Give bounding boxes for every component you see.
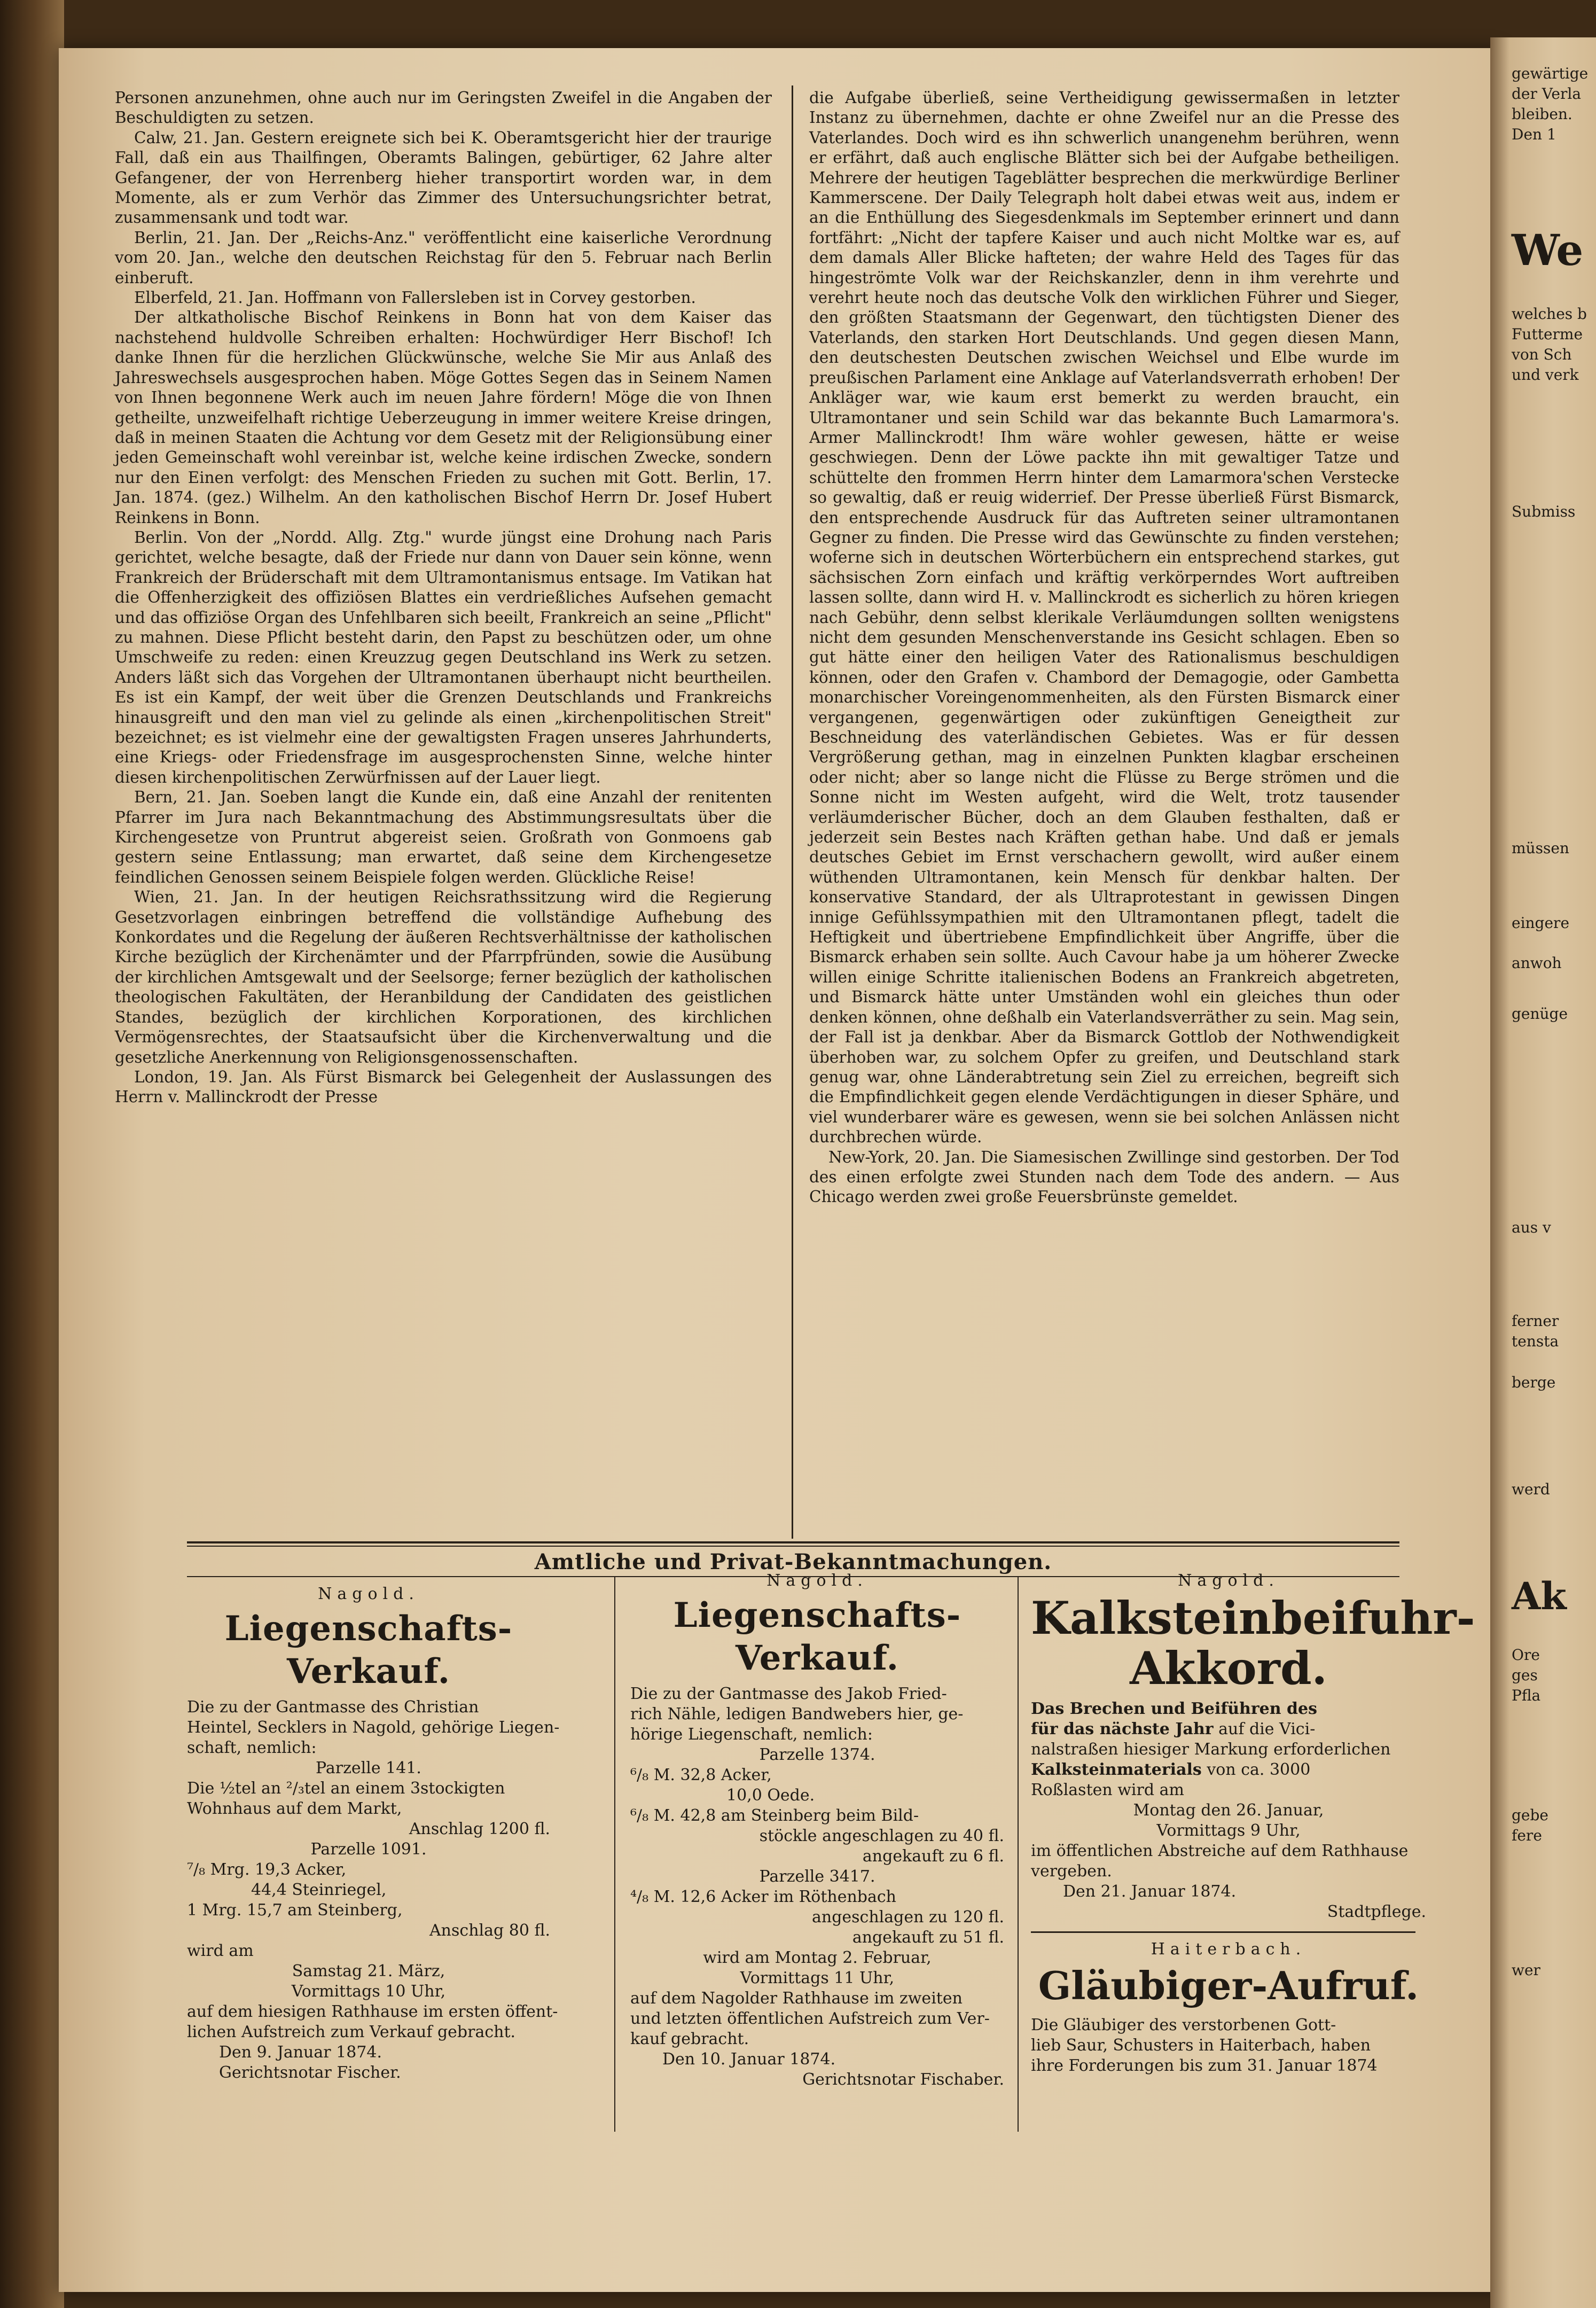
fragment: tensta: [1512, 1332, 1559, 1350]
ad-text: Wohnhaus auf dem Markt,: [187, 1799, 402, 1818]
paragraph: Der altkatholische Bischof Reinkens in Bonn hat von dem Kaiser das nachstehend huldvolle Schreiben erhalten: Hochwürdiger Herr Bischof! Ich danke Ihnen für die herzlichen Glückwünsche, welche Sie Mir aus Anlaß des Jahreswechsels ausgesprochen haben. Möge Gottes Segen das in Seinem Namen von Ihnen begonnene Werk auch im neuen Jahre fördern! Möge die von Ihnen getheilte, unzweifelhaft richtige Ueberzeugung in immer weitere Kreise dringen, daß in meinen Staaten die Achtung vor dem Gesetz mit der Religionsübung einer jeden Gemeinschaft wohl vereinbar ist, welche keine irdischen Zwecke, sondern nur den Einen verfolgt: des Menschen Frieden zu suchen mit Gott. Berlin, 17. Jan. 1874. (gez.) Wilhelm. An den katholischen Bischof Herrn Dr. Josef Hubert Reinkens in Bonn.: [115, 308, 772, 527]
ad-text: Die zu der Gantmasse des Jakob Fried-: [630, 1685, 947, 1703]
ad-text: rich Nähle, ledigen Bandwebers hier, ge-: [630, 1705, 964, 1724]
ad-text: auf dem hiesigen Rathhause im ersten öffent-: [187, 2002, 558, 2021]
ad-text: hörige Liegenschaft, nemlich:: [630, 1725, 873, 1744]
fragment: Futterme: [1512, 325, 1583, 343]
ad-text: nalstraßen hiesiger Markung erforderlichen: [1031, 1740, 1391, 1759]
ad-divider: [1018, 1576, 1019, 2132]
fragment: Den 1: [1512, 126, 1556, 143]
article-column-left: [115, 88, 772, 1108]
paragraph: New-York, 20. Jan. Die Siamesischen Zwillinge sind gestorben. Der Tod des einen erfolgte zwei Stunden nach dem Tode des andern. — Aus Chicago werden zwei große Feuersbrünste gemeldet.: [809, 1148, 1399, 1206]
ad-title: Gläubiger-Aufruf.: [1038, 1963, 1419, 2008]
ad-signature: Gerichtsnotar Fischaber.: [802, 2070, 1004, 2089]
fragment: ges: [1512, 1666, 1538, 1684]
ad-text: Montag den 26. Januar,: [1133, 1801, 1324, 1820]
ad-text: für das nächste Jahr: [1031, 1720, 1214, 1738]
paragraph: Berlin, 21. Jan. Der „Reichs-Anz." veröffentlicht eine kaiserliche Verordnung vom 20. Jan., welche den deutschen Reichstag für den 5. Februar nach Berlin einberuft.: [115, 228, 772, 287]
ad-divider: [614, 1576, 615, 2132]
ad-text: stöckle angeschlagen zu 40 fl.: [759, 1827, 1004, 1845]
fragment: anwoh: [1512, 954, 1562, 972]
ad-glaeubiger-aufruf: [1031, 1939, 1426, 2076]
fragment: berge: [1512, 1374, 1556, 1391]
ad-text: Vormittags 11 Uhr,: [740, 1969, 895, 1987]
ad-text: ihre Forderungen bis zum 31. Januar 1874: [1031, 2056, 1378, 2075]
adjacent-page-edge: [1490, 37, 1596, 2308]
paragraph: Wien, 21. Jan. In der heutigen Reichsrathssitzung wird die Regierung Gesetzvorlagen einbringen betreffend die vollständige Aufhebung des Konkordates und die Regelung der äußeren Rechtsverhältnisse der katholischen Kirche bezüglich der Kirchenämter und der Pfarrpfründen, sowie die Ausübung der kirchlichen Amtsgewalt und der Seelsorge; ferner bezüglich der katholischen theologischen Fakultäten, der Heranbildung der Candidaten des geistlichen Standes, bezüglich der kirchlichen Korporationen, des kirchlichen Vermögensrechtes, der Staatsaufsicht über die Kirchenverwaltung und die gesetzliche Anerkennung von Religionsgenossenschaften.: [115, 888, 772, 1066]
ad-text: Das Brechen und Beiführen des: [1031, 1699, 1317, 1718]
fragment: Pfla: [1512, 1687, 1541, 1704]
ad-text: wird am Montag 2. Februar,: [703, 1948, 932, 1967]
fragment: Ak: [1512, 1574, 1567, 1618]
ad-text: ⁷/₈ Mrg. 19,3 Acker,: [187, 1860, 347, 1879]
fragment: welches b: [1512, 305, 1587, 323]
ad-text: Vormittags 9 Uhr,: [1156, 1821, 1301, 1840]
ad-text: Kalksteinmaterials: [1031, 1760, 1202, 1779]
ad-price: Anschlag 80 fl.: [429, 1921, 550, 1940]
ad-text: ⁶/₈ M. 42,8 am Steinberg beim Bild-: [630, 1806, 919, 1825]
ad-text: vergeben.: [1031, 1862, 1112, 1881]
ad-liegenschaft-naehle: [630, 1571, 1004, 2090]
ad-place: Nagold.: [318, 1585, 419, 1603]
ad-parcel: Parzelle 1374.: [759, 1745, 875, 1764]
ad-rule: [1031, 1931, 1415, 1933]
column-divider: [792, 85, 793, 1539]
fragment: We: [1512, 225, 1584, 275]
paragraph: Berlin. Von der „Nordd. Allg. Ztg." wurde jüngst eine Drohung nach Paris gerichtet, welche besagte, daß der Friede nur dann von Dauer sein könne, wenn Frankreich der Brüderschaft mit dem Ultramontanismus entsage. Im Vatikan hat die Offenherzigkeit des offiziösen Blattes ein verdrießliches Aufsehen gemacht und das offiziöse Organ des Unfehlbaren sich beeilt, Frankreich an seine „Pflicht" zu mahnen. Diese Pflicht besteht darin, den Papst zu beschützen oder, um ohne Umschweife zu reden: einen Kreuzzug gegen Deutschland ins Werk zu setzen. Anders läßt sich das Vorgehen der Ultramontanen überhaupt nicht beurtheilen. Es ist ein Kampf, der weit über die Grenzen Deutschlands und Frankreichs hinausgreift und den man viel zu gelinde als einen „kirchenpolitischen Streit" bezeichnet; es ist vielmehr eine der gewaltigsten Fragen unseres Jahrhunderts, eine Kriegs- oder Friedensfrage im ausgesprochensten Sinne, welche hinter diesen kirchenpolitischen Zerwürfnissen auf der Lauer liegt.: [115, 528, 772, 786]
ad-price: Anschlag 1200 fl.: [409, 1820, 550, 1838]
ad-text: angeschlagen zu 120 fl.: [812, 1908, 1004, 1927]
ad-text: Roßlasten wird am: [1031, 1781, 1184, 1799]
ad-text: schaft, nemlich:: [187, 1738, 317, 1757]
fragment: genüge: [1512, 1005, 1568, 1023]
ad-parcel: Parzelle 1091.: [310, 1840, 427, 1859]
ad-text: Heintel, Secklers in Nagold, gehörige Liegen-: [187, 1718, 560, 1737]
paragraph: Elberfeld, 21. Jan. Hoffmann von Fallersleben ist in Corvey gestorben.: [134, 288, 696, 307]
ad-text: Samstag 21. März,: [292, 1962, 445, 1980]
ad-text: angekauft zu 51 fl.: [852, 1928, 1004, 1947]
ad-text: Die zu der Gantmasse des Christian: [187, 1698, 479, 1717]
ad-text: auf die Vici-: [1218, 1720, 1316, 1738]
ad-text: ⁶/₈ M. 32,8 Acker,: [630, 1766, 772, 1784]
book-binding: [0, 0, 64, 2308]
ad-place: Haiterbach.: [1151, 1940, 1306, 1959]
section-rule: [187, 1541, 1399, 1543]
ad-signature: Gerichtsnotar Fischer.: [219, 2063, 401, 2082]
fragment: von Sch: [1512, 346, 1572, 363]
fragment: werd: [1512, 1480, 1550, 1498]
fragment: eingere: [1512, 914, 1570, 932]
fragment: gewärtige: [1512, 65, 1589, 82]
ad-text: 1 Mrg. 15,7 am Steinberg,: [187, 1901, 403, 1920]
article-column-right: [809, 88, 1399, 1207]
ad-parcel: Parzelle 3417.: [759, 1867, 875, 1886]
fragment: der Verla: [1512, 85, 1582, 103]
ad-title: Liegenschafts-Verkauf.: [673, 1595, 961, 1678]
ad-place: Nagold.: [766, 1571, 868, 1590]
ad-text: lieb Saur, Schusters in Haiterbach, haben: [1031, 2036, 1371, 2055]
fragment: gebe: [1512, 1806, 1548, 1824]
fragment: aus v: [1512, 1219, 1551, 1236]
ad-title: Kalksteinbeifuhr-Akkord.: [1031, 1592, 1475, 1695]
ad-date: Den 10. Januar 1874.: [662, 2050, 836, 2069]
fragment: müssen: [1512, 839, 1569, 857]
announcements-heading: Amtliche und Privat-Bekanntmachungen.: [534, 1549, 1052, 1574]
ad-text: im öffentlichen Abstreiche auf dem Rathhause: [1031, 1842, 1409, 1860]
fragment: fere: [1512, 1827, 1542, 1844]
ad-text: 44,4 Steinriegel,: [251, 1881, 387, 1899]
fragment: bleiben.: [1512, 105, 1572, 123]
fragment: wer: [1512, 1961, 1540, 1979]
ad-text: und letzten öffentlichen Aufstreich zum Ver-: [630, 2009, 990, 2028]
ad-text: angekauft zu 6 fl.: [862, 1847, 1004, 1866]
ad-text: ⁴/₈ M. 12,6 Acker im Röthenbach: [630, 1888, 896, 1906]
fragment: ferner: [1512, 1312, 1559, 1330]
ad-text: lichen Aufstreich zum Verkauf gebracht.: [187, 2023, 516, 2041]
ad-text: Vormittags 10 Uhr,: [291, 1982, 446, 2001]
fragment: und verk: [1512, 366, 1579, 384]
paragraph: die Aufgabe überließ, seine Vertheidigung gewissermaßen in letzter Instanz zu übernehmen, dachte er ohne Zweifel nur an die Presse des Vaterlandes. Doch wird es ihn schwerlich unangenehm berühren, wenn er erfährt, daß auch englische Blätter sich bei der Aufgabe betheiligen. Mehrere der heutigen Tageblätter besprechen die merkwürdige Berliner Kammerscene. Der Daily Telegraph holt dabei etwas weit aus, indem er an die Enthüllung des Siegesdenkmals im September erinnert und dann fortfährt: „Nicht der tapfere Kaiser und auch nicht Moltke war es, auf dem damals Aller Blicke hafteten; der wahre Held des Tages für das hingeströmte Volk war der Reichskanzler, denn in ihm verehrte und verehrt heute noch das deutsche Volk den wirklichen Führer und Sieger, den größten Staatsmann der Gegenwart, den tüchtigsten Diener des Vaterlands, den starken Hort Deutschlands. Und gegen diesen Mann, den deutschesten Deutschen zwischen Weichsel und Elbe wurde im preußischen Parlament eine Anklage auf Vaterlandsverrath erhoben! Der Ankläger war, wie kaum erst bemerkt zu werden braucht, ein Ultramontaner und sein Schild war das bekannte Buch Lamarmora's. Armer Mallinckrodt! Ihm wäre wohler gewesen, hätte er weise geschwiegen. Denn der Löwe packte ihn mit gewaltiger Tatze und schüttelte den frommen Herrn hinter dem Lamarmora'schen Verstecke so gewaltig, daß er reuig widerrief. Der Presse überließ Fürst Bismarck, den entsprechende Ausdruck für das Auftreten seiner ultramontanen Gegner zu finden. Die Presse wird das Gewünschte zu finden verstehen; woferne sich in deutschen Wörterbüchern ein entsprechend starkes, gut sächsischen Zorn einfach und kräftig verkörperndes Wort auftreiben lassen sollte, dann wird H. v. Mallinckrodt es sicherlich zu hören kriegen nach Gebühr, denn selbst klerikale Verläumdungen sollten wenigstens nicht dem gesunden Menschenverstande ins Gesicht schlagen. Eben so gut hätte einer den heiligen Vater des Rationalismus beschuldigen können, oder den Grafen v. Chambord der Demagogie, oder Gambetta monarchischer Voreingenommenheiten, als den Fürsten Bismarck einer vergangenen, gegenwärtigen oder zukünftigen Geneigtheit zur Beschneidung des vaterländischen Gebietes. Was er für dessen Vergrößerung gethan, mag in einzelnen Punkten klagbar erscheinen oder nicht; aber so lange nicht die Flüsse zu Berge strömen und die Sonne nicht im Westen aufgeht, wird die Welt, trotz tausender verläumderischer Bücher, doch an dem Glauben festhalten, daß er jederzeit sein Bestes nach Kräften gethan habe. Und daß er jemals deutsches Gebiet im Ernst verschachern gewollt, wird außer einem wüthenden Ultramontanen, kein Mensch für denkbar halten. Der konservative Standard, der als Ultraprotestant in gewissen Dingen innige Gefühlssympathien mit den Ultramontanen pflegt, tadelt die Heftigkeit und übertriebene Empfindlichkeit über Angriffe, über die Bismarck erhaben sein sollte. Auch Cavour habe ja um höherer Zwecke willen einige Schritte italienischen Bodens an Frankreich abgetreten, und Bismarck hätte unter Umständen wohl ein gleiches thun oder denken können, ohne deßhalb ein Vaterlandsverräther zu sein. Mag sein, der Fall ist ja denkbar. Aber da Bismarck Gottlob der Nothwendigkeit überhoben war, zu solchem Opfer zu greifen, und Deutschland stark genug war, ohne Länderabtretung sein Ziel zu erreichen, begreift sich die Empfindlichkeit gegen elende Verdächtigungen in dieser Sphäre, und viel wunderbarer wäre es gewesen, wenn sie bei solchen Anlässen nicht durchbrechen würde.: [809, 89, 1399, 1147]
ad-text: kauf gebracht.: [630, 2030, 749, 2048]
ad-title: Liegenschafts-Verkauf.: [224, 1609, 513, 1691]
ad-text: auf dem Nagolder Rathhause im zweiten: [630, 1989, 963, 2008]
section-rule: [187, 1546, 1399, 1547]
ad-date: Den 9. Januar 1874.: [219, 2043, 382, 2062]
paragraph: Personen anzunehmen, ohne auch nur im Geringsten Zweifel in die Angaben der Beschuldigten zu setzen.: [115, 89, 772, 127]
paragraph: Bern, 21. Jan. Soeben langt die Kunde ein, daß eine Anzahl der renitenten Pfarrer im Jura nach Bekanntmachung des Abstimmungsresultats über die Kirchengesetze von Pruntrut abgereist seien. Großrath von Gonmoens gab gestern seine Entlassung; man erwartet, daß seine dem Kirchengesetze feindlichen Genossen seinem Beispiele folgen werden. Glückliche Reise!: [115, 788, 772, 886]
fragment: Ore: [1512, 1646, 1540, 1664]
ad-text: wird am: [187, 1941, 254, 1960]
paragraph: London, 19. Jan. Als Fürst Bismarck bei Gelegenheit der Auslassungen des Herrn v. Mallinckrodt der Presse: [115, 1067, 772, 1106]
ad-liegenschaft-heintel: [187, 1584, 560, 2083]
ad-text: 10,0 Oede.: [726, 1786, 815, 1805]
fragment: Submiss: [1512, 503, 1576, 520]
ad-text: Die ½tel an ²/₃tel an einem 3stockigten: [187, 1779, 505, 1798]
ad-parcel: Parzelle 141.: [316, 1759, 421, 1777]
paragraph: Calw, 21. Jan. Gestern ereignete sich bei K. Oberamtsgericht hier der traurige Fall, daß ein aus Thailfingen, Oberamts Balingen, gebürtiger, 62 Jahre alter Gefangener, der von Herrenberg hieher transportirt worden war, in dem Momente, als er zum Verhör das Zimmer des Untersuchungsrichter betrat, zusammensank und todt war.: [115, 128, 772, 227]
ad-kalksteinbeifuhr: [1031, 1571, 1475, 1922]
ad-text: von ca. 3000: [1207, 1760, 1311, 1779]
ad-text: Die Gläubiger des verstorbenen Gott-: [1031, 2016, 1336, 2034]
ad-signature: Stadtpflege.: [1327, 1902, 1426, 1921]
ad-place: Nagold.: [1178, 1571, 1279, 1590]
ad-date: Den 21. Januar 1874.: [1063, 1882, 1237, 1901]
